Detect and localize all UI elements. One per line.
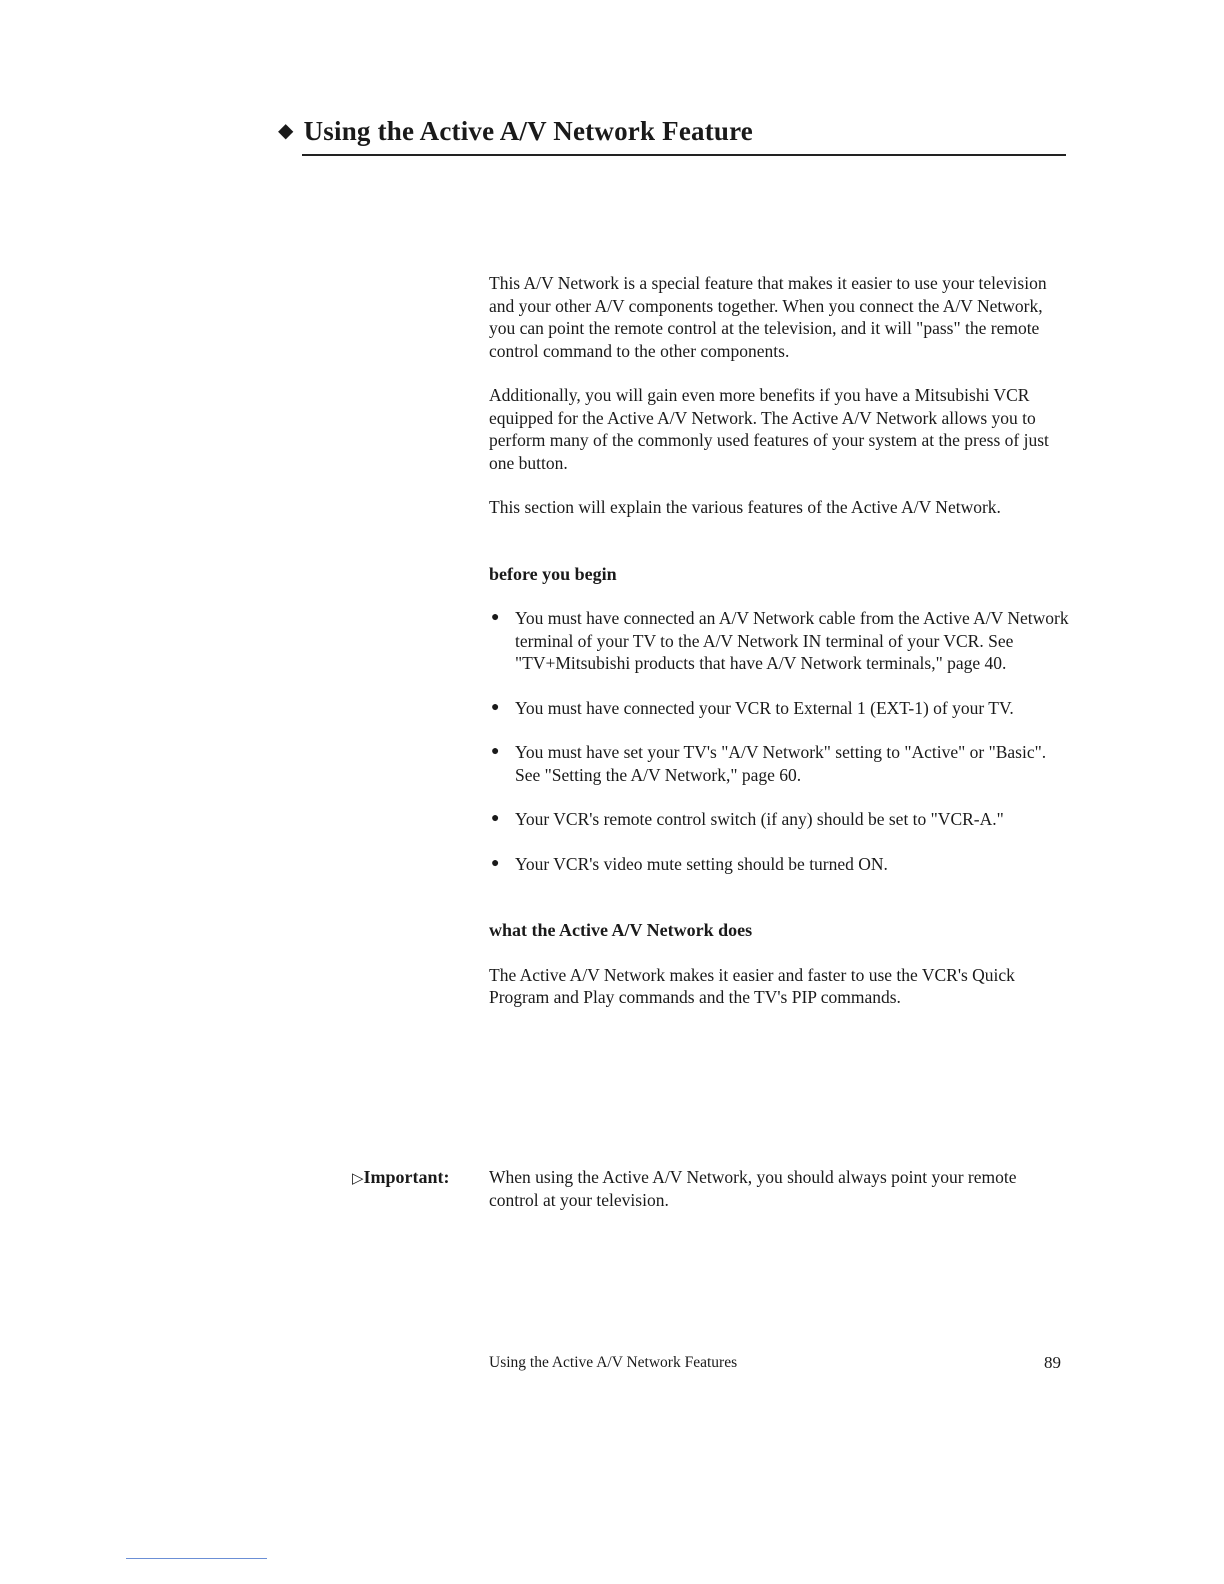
diamond-icon: ◆ [278,120,294,142]
what-it-does-paragraph: The Active A/V Network makes it easier and faster to use the VCR's Quick Program and Play commands and the TV's PIP commands. [489,964,1015,1007]
section-heading-before-you-begin: before you begin [489,563,617,584]
title-underline [302,154,1066,156]
list-item-text: You must have connected your VCR to External 1 (EXT-1) of your TV. [515,697,1014,718]
list-item [489,808,1069,831]
bullet-dot-icon: ● [491,744,500,759]
page-title-text: Using the Active A/V Network Feature [303,116,753,146]
list-item [489,741,1069,786]
intro-paragraph-2: Additionally, you will gain even more benefits if you have a Mitsubishi VCR equipped for the Active A/V Network. The Active A/V Network allows you to perform many of the commonly used features of your system at the press of just one button. [489,385,1049,473]
important-label: Important: [363,1167,450,1187]
intro-paragraph-3: This section will explain the various features of the Active A/V Network. [489,497,1001,517]
list-item [489,853,1069,876]
triangle-right-outline-icon: ▷ [352,1171,364,1187]
list-item-text: You must have connected an A/V Network cable from the Active A/V Network terminal of your TV to the A/V Network IN terminal of your VCR. See "TV+Mitsubishi products that have A/V Network terminals," page 40. [515,608,1069,673]
bullet-dot-icon: ● [491,699,500,715]
important-text: When using the Active A/V Network, you should always point your remote control at your television. [489,1167,1017,1210]
main-content [489,272,1069,1031]
important-label-block [352,1166,489,1211]
list-item-text: You must have set your TV's "A/V Network" setting to "Active" or "Basic". See "Setting the A/V Network," page 60. [515,742,1047,785]
list-item [489,697,1069,720]
intro-paragraph-1: This A/V Network is a special feature that makes it easier to use your television and your other A/V components together. When you connect the A/V Network, you can point the remote control at the television, and it will "pass" the remote control command to the other components. [489,273,1047,361]
bullet-dot-icon: ● [491,610,500,625]
prerequisite-list [489,607,1069,875]
page-number: 89 [1044,1353,1061,1372]
bullet-dot-icon: ● [491,811,500,826]
list-item [489,607,1069,675]
footer-section-title: Using the Active A/V Network Features [489,1354,738,1371]
important-note [352,1166,1072,1211]
bullet-dot-icon: ● [491,855,500,871]
bottom-divider [126,1558,267,1559]
list-item-text: Your VCR's video mute setting should be turned ON. [515,853,888,874]
list-item-text: Your VCR's remote control switch (if any) should be set to "VCR-A." [515,809,1004,829]
section-heading-what-it-does: what the Active A/V Network does [489,920,753,940]
page-title [278,116,753,147]
